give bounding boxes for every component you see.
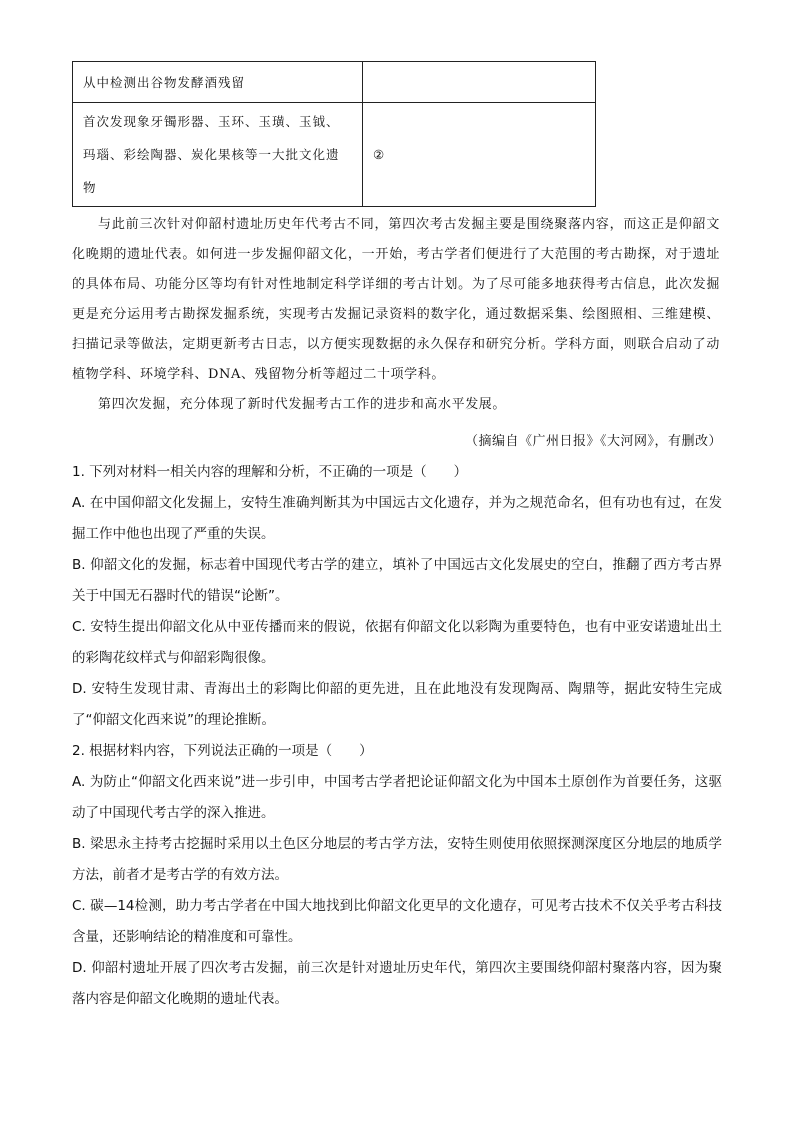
table-cell bbox=[363, 62, 596, 103]
answer-option: D. 安特生发现甘肃、青海出土的彩陶比仰韶的更先进，且在此地没有发现陶鬲、陶鼎等，据此安特生完成了“仰韶文化西来说”的理论推断。 bbox=[72, 681, 722, 728]
answer-option: D. 仰韶村遗址开展了四次考古发掘，前三次是针对遗址历史年代，第四次主要围绕仰韶村聚落内容，因为聚落内容是仰韶文化晚期的遗址代表。 bbox=[72, 960, 722, 1007]
question-stem: 2. 根据材料内容，下列说法正确的一项是（ ） bbox=[72, 743, 373, 759]
question-stem: 1. 下列对材料一相关内容的理解和分析，不正确的一项是（ ） bbox=[72, 464, 468, 480]
article-paragraph: 第四次发掘，充分体现了新时代发掘考古工作的进步和高水平发展。 bbox=[98, 397, 507, 412]
answer-option: A. 为防止“仰韶文化西来说”进一步引申，中国考古学者把论证仰韶文化为中国本土原创作为首要任务，这驱动了中国现代考古学的深入推进。 bbox=[72, 774, 722, 821]
article-body bbox=[72, 210, 720, 420]
findings-table bbox=[72, 61, 596, 207]
answer-option: C. 安特生提出仰韶文化从中亚传播而来的假说，依据有仰韶文化以彩陶为重要特色，也有中亚安诺遗址出土的彩陶花纹样式与仰韶彩陶很像。 bbox=[72, 619, 722, 666]
table-cell: 首次发现象牙镯形器、玉环、玉璜、玉钺、玛瑙、彩绘陶器、炭化果核等一大批文化遗物 bbox=[73, 103, 363, 207]
table-row bbox=[73, 103, 596, 207]
table-row bbox=[73, 62, 596, 103]
answer-option: B. 梁思永主持考古挖掘时采用以土色区分地层的考古学方法，安特生则使用依照探测深度区分地层的地质学方法，前者才是考古学的有效方法。 bbox=[72, 836, 722, 883]
source-citation: （摘编自《广州日报》《大河网》，有删改） bbox=[464, 434, 722, 449]
questions-section bbox=[72, 457, 722, 1015]
answer-option: A. 在中国仰韶文化发掘上，安特生准确判断其为中国远古文化遗存，并为之规范命名，但有功也有过，在发掘工作中他也出现了严重的失误。 bbox=[72, 495, 722, 542]
answer-option: C. 碳—14检测，助力考古学者在中国大地找到比仰韶文化更早的文化遗存，可见考古技术不仅关乎考古科技含量，还影响结论的精准度和可靠性。 bbox=[72, 898, 722, 945]
table-cell-marker: ② bbox=[363, 103, 596, 207]
answer-option: B. 仰韶文化的发掘，标志着中国现代考古学的建立，填补了中国远古文化发展史的空白，推翻了西方考古界关于中国无石器时代的错误“论断”。 bbox=[72, 557, 722, 604]
article-paragraph: 与此前三次针对仰韶村遗址历史年代考古不同，第四次考古发掘主要是围绕聚落内容，而这正是仰韶文化晚期的遗址代表。如何进一步发掘仰韶文化，一开始，考古学者们便进行了大范围的考古勘探，对于遗址的具体布局、功能分区等均有针对性地制定科学详细的考古计划。为了尽可能多地获得考古信息，此次发掘更是充分运用考古勘探发掘系统，实现考古发掘记录资料的数字化，通过数据采集、绘图照相、三维建模、扫描记录等做法，定期更新考古日志，以方便实现数据的永久保存和研究分析。学科方面，则联合启动了动植物学科、环境学科、DNA、残留物分析等超过二十项学科。 bbox=[72, 217, 720, 382]
table-cell: 从中检测出谷物发酵酒残留 bbox=[73, 62, 363, 103]
